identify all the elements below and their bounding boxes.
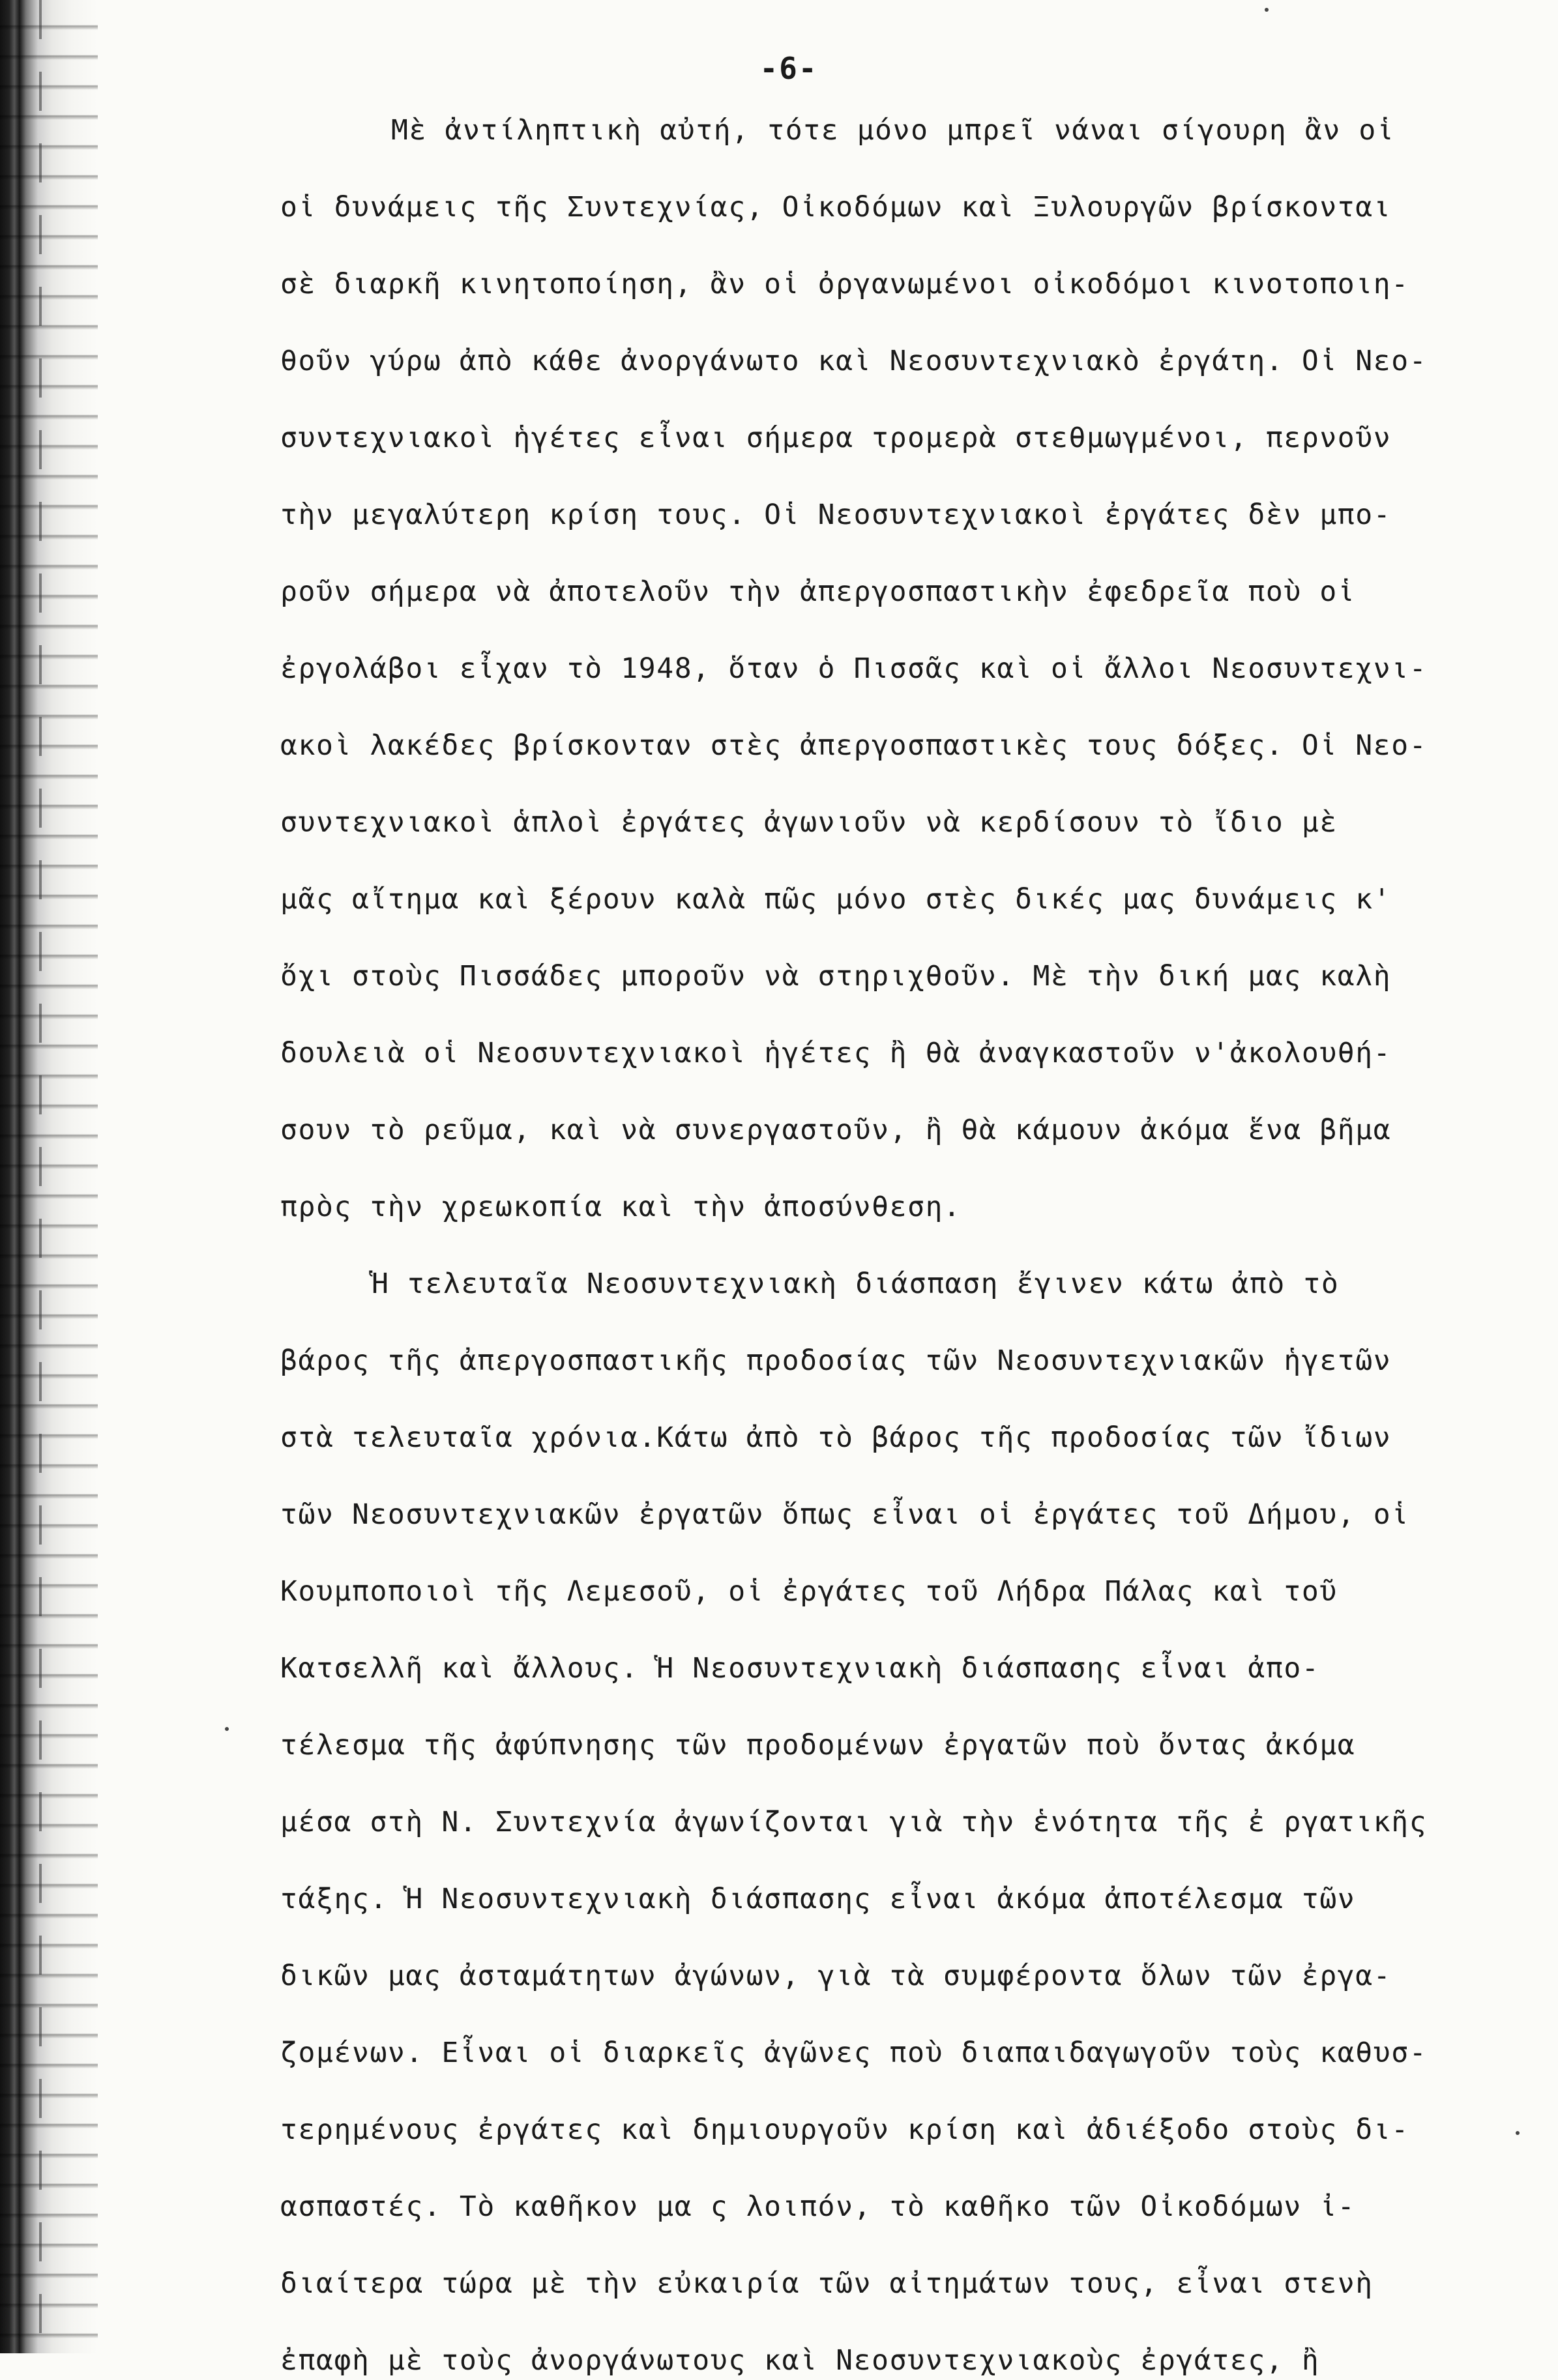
scan-speck [1265,8,1269,12]
text-line: τερημένους ἐργάτες καὶ δημιουργοῦν κρίση καὶ ἀδιέξοδο στοὺς δι- [280,2113,1409,2146]
text-line: σὲ διαρκῆ κινητοποίηση, ἂν οἱ ὀργανωμένοι οἰκοδόμοι κινοτοποιη- [280,268,1409,300]
text-line: μέσα στὴ Ν. Συντεχνία ἀγωνίζονται γιὰ τὴν ἑνότητα τῆς ἐ ργατικῆς [280,1806,1428,1838]
text-line: ασπαστές. Τὸ καθῆκον μα ς λοιπόν, τὸ καθῆκο τῶν Οἰκοδόμων ἰ- [280,2190,1356,2223]
text-line: τάξης. Ἡ Νεοσυντεχνιακὴ διάσπασης εἶναι ἀκόμα ἀποτέλεσμα τῶν [280,1883,1356,1915]
text-line: ροῦν σήμερα νὰ ἀποτελοῦν τὴν ἀπεργοσπαστικὴν ἐφεδρεῖα ποὺ οἱ [280,575,1356,608]
text-line: Κατσελλῆ καὶ ἄλλους. Ἡ Νεοσυντεχνιακὴ διάσπασης εἶναι ἀπο- [280,1652,1320,1685]
text-line: βάρος τῆς ἀπεργοσπαστικῆς προδοσίας τῶν Νεοσυντεχνιακῶν ἡγετῶν [280,1344,1392,1377]
text-line: συντεχνιακοὶ ἡγέτες εἶναι σήμερα τρομερὰ στεθμωγμένοι, περνοῦν [280,422,1392,454]
text-line: δουλειὰ οἱ Νεοσυντεχνιακοὶ ἡγέτες ἢ θὰ ἀναγκαστοῦν ν'ἀκολουθή- [280,1037,1392,1069]
text-line: Κουμποποιοὶ τῆς Λεμεσοῦ, οἱ ἐργάτες τοῦ Λήδρα Πάλας καὶ τοῦ [280,1575,1338,1608]
text-line: ὄχι στοὺς Πισσάδες μποροῦν νὰ στηριχθοῦν. Μὲ τὴν δική μας καλὴ [280,960,1392,993]
scan-binding-edge [0,0,98,2353]
scan-speck [1516,2131,1520,2135]
text-line: Ἡ τελευταῖα Νεοσυντεχνιακὴ διάσπαση ἔγινεν κάτω ἀπὸ τὸ [372,1268,1340,1300]
text-line: οἱ δυνάμεις τῆς Συντεχνίας, Οἰκοδόμων καὶ Ξυλουργῶν βρίσκονται [280,191,1392,224]
text-line: στὰ τελευταῖα χρόνια.Κάτω ἀπὸ τὸ βάρος τῆς προδοσίας τῶν ἴδιων [280,1421,1392,1454]
text-line: ἐργολάβοι εἶχαν τὸ 1948, ὅταν ὁ Πισσᾶς καὶ οἱ ἄλλοι Νεοσυντεχνι- [280,652,1428,685]
text-line: δικῶν μας ἀσταμάτητων ἀγώνων, γιὰ τὰ συμφέροντα ὅλων τῶν ἐργα- [280,1960,1392,1992]
text-line: θοῦν γύρω ἀπὸ κάθε ἀνοργάνωτο καὶ Νεοσυντεχνιακὸ ἐργάτη. Οἱ Νεο- [280,345,1428,377]
text-line: μᾶς αἴτημα καὶ ξέρουν καλὰ πῶς μόνο στὲς δικές μας δυνάμεις κ' [280,883,1392,916]
text-line: πρὸς τὴν χρεωκοπία καὶ τὴν ἀποσύνθεση. [280,1191,962,1223]
page-number: -6- [759,51,818,86]
text-line: τῶν Νεοσυντεχνιακῶν ἐργατῶν ὅπως εἶναι οἱ ἐργάτες τοῦ Δήμου, οἱ [280,1498,1409,1531]
text-line: ζομένων. Εἶναι οἱ διαρκεῖς ἀγῶνες ποὺ διαπαιδαγωγοῦν τοὺς καθυσ- [280,2037,1428,2069]
text-line: τέλεσμα τῆς ἀφύπνησης τῶν προδομένων ἐργατῶν ποὺ ὄντας ἀκόμα [280,1729,1356,1762]
text-line: Μὲ ἀντίληπτικὴ αὐτή, τότε μόνο μπρεῖ νάναι σίγουρη ἂν οἱ [391,114,1395,147]
text-line: ἐπαφὴ μὲ τοὺς ἀνοργάνωτους καὶ Νεοσυντεχνιακοὺς ἐργάτες, ἢ [280,2344,1320,2377]
text-line: τὴν μεγαλύτερη κρίση τους. Οἱ Νεοσυντεχνιακοὶ ἐργάτες δὲν μπο- [280,499,1392,531]
text-line: συντεχνιακοὶ ἁπλοὶ ἐργάτες ἀγωνιοῦν νὰ κερδίσουν τὸ ἴδιο μὲ [280,806,1338,839]
text-line: ακοὶ λακέδες βρίσκονταν στὲς ἀπεργοσπαστικὲς τους δόξες. Οἱ Νεο- [280,729,1428,762]
scan-speck [225,1727,229,1731]
text-line: διαίτερα τώρα μὲ τὴν εὐκαιρία τῶν αἰτημάτων τους, εἶναι στενὴ [280,2267,1374,2300]
text-line: σουν τὸ ρεῦμα, καὶ νὰ συνεργαστοῦν, ἢ θὰ κάμουν ἀκόμα ἕνα βῆμα [280,1114,1392,1146]
